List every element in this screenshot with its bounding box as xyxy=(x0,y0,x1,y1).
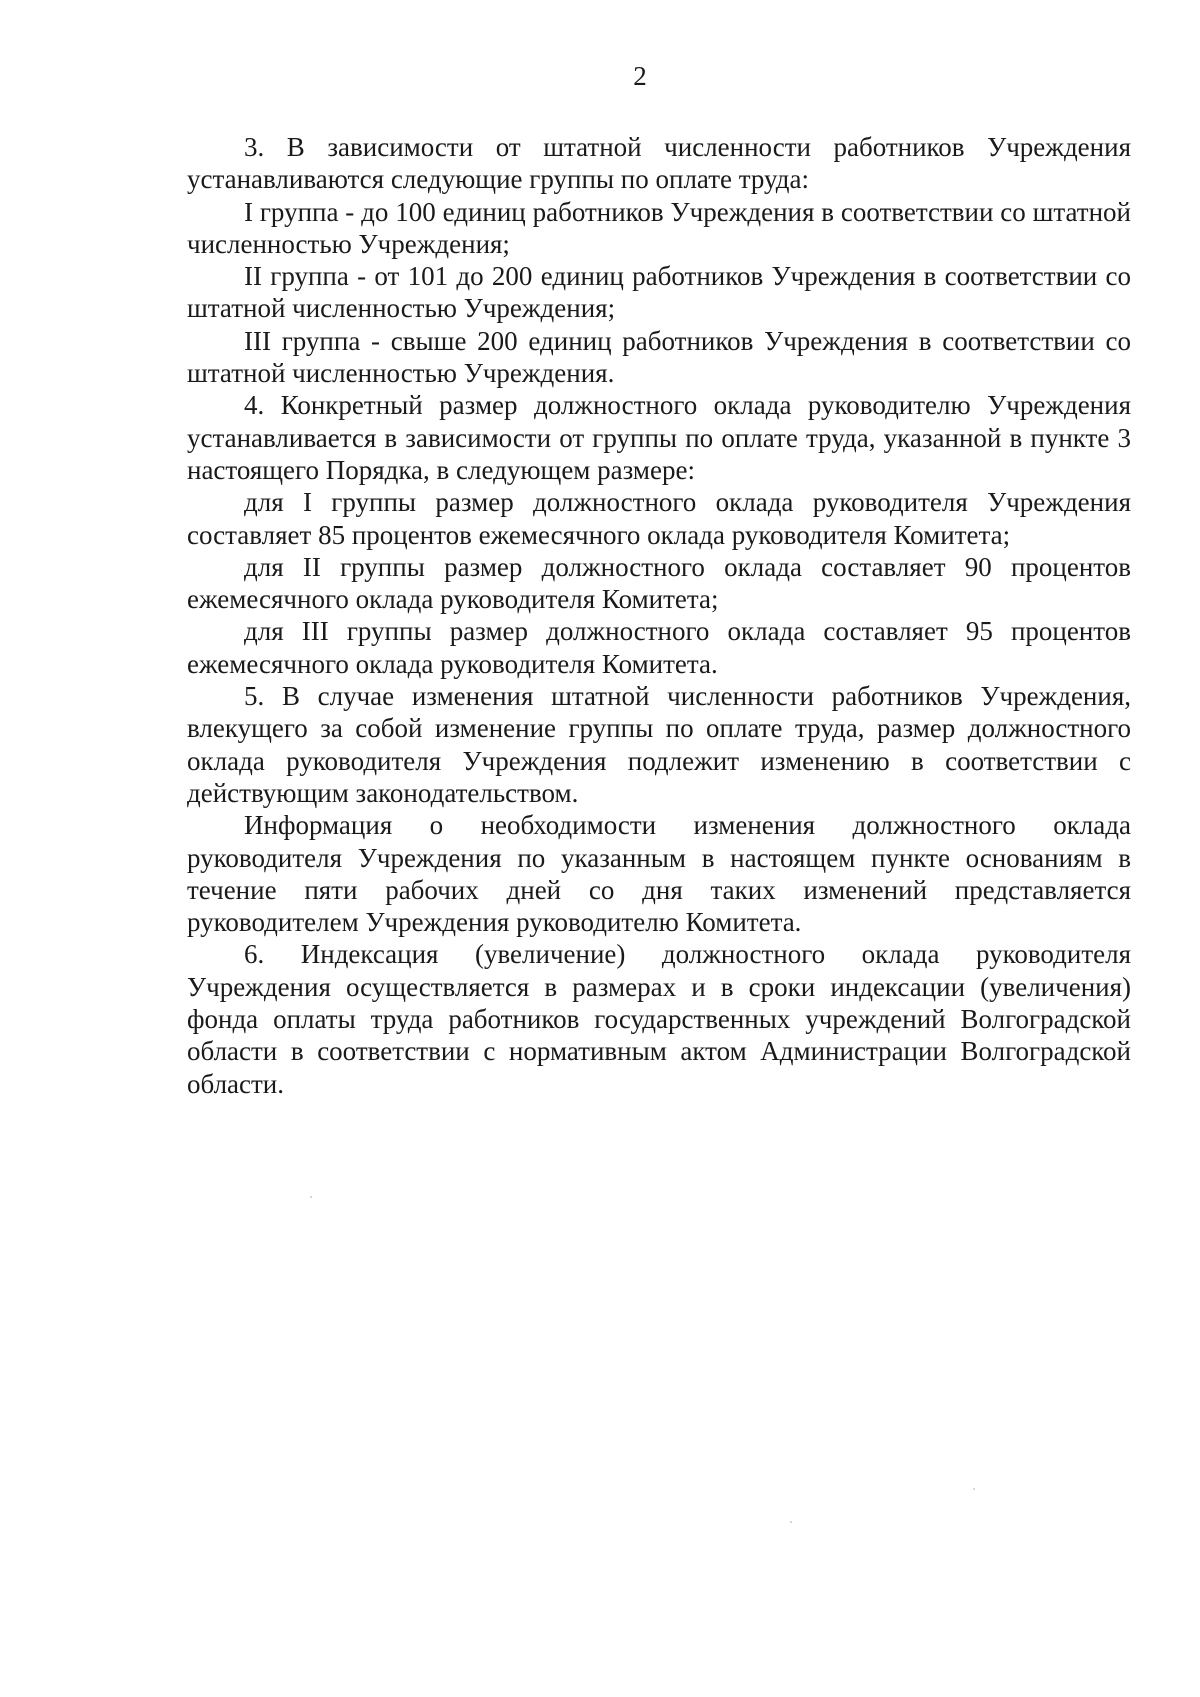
paragraph-group-1: I группа - до 100 единиц работников Учреждения в соответствии со штатной численностью Учреждения; xyxy=(187,196,1131,259)
scan-speck xyxy=(310,1196,312,1198)
paragraph-group-2: II группа - от 101 до 200 единиц работников Учреждения в соответствии со штатной численностью Учреждения; xyxy=(187,261,1131,324)
scan-speck xyxy=(973,1488,975,1490)
paragraph-4: 4. Конкретный размер должностного оклада руководителю Учреждения устанавливается в зависимости от группы по оплате труда, указанной в пункте 3 настоящего Порядка, в следующем размере: xyxy=(187,390,1131,485)
paragraph-salary-group-1: для I группы размер должностного оклада руководителя Учреждения составляет 85 процентов ежемесячного оклада руководителя Комитета; xyxy=(187,487,1131,550)
paragraph-salary-group-3: для III группы размер должностного оклада составляет 95 процентов ежемесячного оклада руководителя Комитета. xyxy=(187,616,1131,679)
paragraph-group-3: III группа - свыше 200 единиц работников Учреждения в соответствии со штатной численностью Учреждения. xyxy=(187,325,1131,389)
paragraph-6: 6. Индексация (увеличение) должностного оклада руководителя Учреждения осуществляется в размерах и в сроки индексации (увеличения) фонда оплаты труда работников государственных учреждений Волгоградской области в соответствии с нормативным актом Администрации Волгоградской области. xyxy=(187,939,1131,1099)
page-number: 2 xyxy=(633,61,647,91)
scan-speck xyxy=(790,1521,792,1523)
paragraph-5: 5. В случае изменения штатной численности работников Учреждения, влекущего за собой изменение группы по оплате труда, размер должностного оклада руководителя Учреждения подлежит изменению в соответствии с действующим законодательством. xyxy=(187,681,1131,808)
document-body xyxy=(187,131,1131,1100)
paragraph-salary-group-2: для II группы размер должностного оклада составляет 90 процентов ежемесячного оклада руководителя Комитета; xyxy=(187,551,1131,615)
paragraph-3: 3. В зависимости от штатной численности работников Учреждения устанавливаются следующие группы по оплате труда: xyxy=(187,132,1131,195)
paragraph-information: Информация о необходимости изменения должностного оклада руководителя Учреждения по указанным в настоящем пункте основаниям в течение пяти рабочих дней со дня таких изменений представляется руководителем Учреждения руководителю Комитета. xyxy=(187,810,1131,938)
